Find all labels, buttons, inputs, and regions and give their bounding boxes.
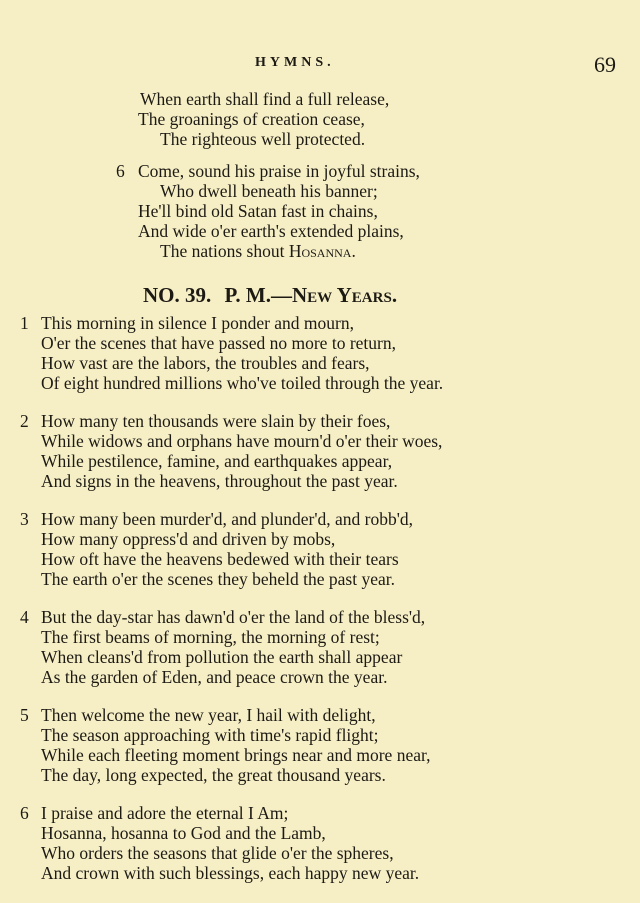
- verse-line: Who dwell beneath his banner;: [160, 181, 378, 201]
- verse-line: And wide o'er earth's extended plains,: [138, 221, 404, 241]
- stanza-number: 6: [20, 803, 29, 823]
- verse-line: While pestilence, famine, and earthquakes appear,: [41, 451, 393, 471]
- stanza-number: 5: [20, 705, 29, 725]
- verse-line: Come, sound his praise in joyful strains,: [138, 161, 420, 181]
- stanza-number: 3: [20, 509, 29, 529]
- verse-line: How many ten thousands were slain by their foes,: [41, 411, 391, 431]
- verse-line: While each fleeting moment brings near and more near,: [41, 745, 431, 765]
- verse-line: When cleans'd from pollution the earth shall appear: [41, 647, 403, 667]
- hymn-title-end: .: [391, 283, 398, 307]
- page-number: 69: [594, 52, 616, 77]
- stanza-number: 2: [20, 411, 29, 431]
- verse-line: This morning in silence I ponder and mourn,: [41, 313, 354, 333]
- verse-line: As the garden of Eden, and peace crown the year.: [41, 667, 388, 687]
- verse-line: How many been murder'd, and plunder'd, and robb'd,: [41, 509, 414, 529]
- stanza-number: 1: [20, 313, 29, 333]
- hymn-meter: P. M.—: [224, 283, 292, 307]
- verse-line: When earth shall find a full release,: [140, 89, 390, 109]
- verse-line: And crown with such blessings, each happy new year.: [41, 863, 420, 883]
- hymn-title: [143, 283, 397, 308]
- verse-line: The righteous well protected.: [160, 129, 366, 149]
- verse-line: The groanings of creation cease,: [138, 109, 365, 129]
- verse-line: [160, 241, 356, 261]
- verse-line: Hosanna, hosanna to God and the Lamb,: [41, 823, 326, 843]
- hosanna-word: Hosanna: [288, 241, 352, 261]
- verse-line: How oft have the heavens bedewed with their tears: [41, 549, 399, 569]
- verse-line: Then welcome the new year, I hail with delight,: [41, 705, 376, 725]
- stanza-number: 6: [116, 161, 125, 181]
- verse-line: But the day-star has dawn'd o'er the land of the bless'd,: [41, 607, 426, 627]
- verse-line: The season approaching with time's rapid flight;: [41, 725, 379, 745]
- stanza-number: 4: [20, 607, 29, 627]
- running-head: HYMNS.: [255, 55, 335, 70]
- verse-line: Of eight hundred millions who've toiled through the year.: [41, 373, 444, 393]
- verse-line: The earth o'er the scenes they beheld the past year.: [41, 569, 395, 589]
- verse-line-end: .: [351, 241, 356, 261]
- verse-line: Who orders the seasons that glide o'er the spheres,: [41, 843, 394, 863]
- verse-line: And signs in the heavens, throughout the past year.: [41, 471, 398, 491]
- hymn-name: New Years: [291, 283, 392, 307]
- verse-line: How many oppress'd and driven by mobs,: [41, 529, 336, 549]
- verse-line: How vast are the labors, the troubles and fears,: [41, 353, 370, 373]
- verse-line: The first beams of morning, the morning of rest;: [41, 627, 380, 647]
- verse-line: O'er the scenes that have passed no more to return,: [41, 333, 396, 353]
- verse-line: The day, long expected, the great thousand years.: [41, 765, 386, 785]
- verse-line-text: The nations shout: [160, 241, 289, 261]
- verse-line: While widows and orphans have mourn'd o'er their woes,: [41, 431, 443, 451]
- verse-line: He'll bind old Satan fast in chains,: [138, 201, 378, 221]
- verse-line: I praise and adore the eternal I Am;: [41, 803, 289, 823]
- hymn-number: NO. 39.: [143, 283, 212, 307]
